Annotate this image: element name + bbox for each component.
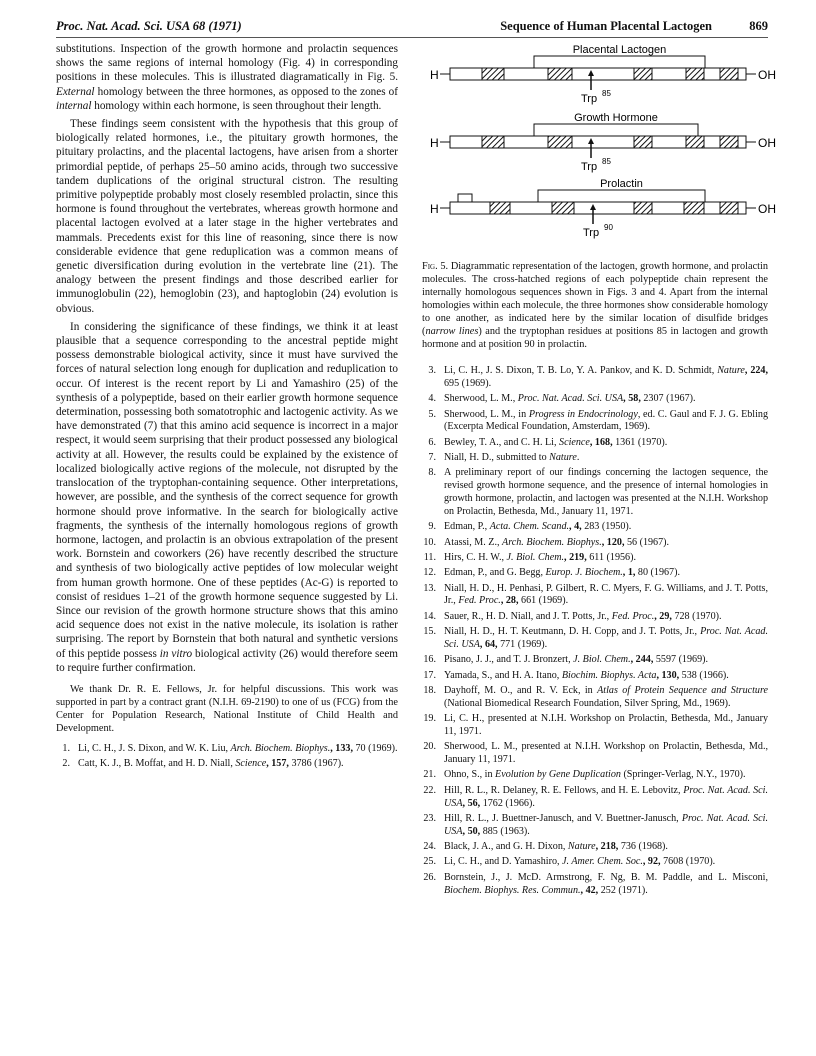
homologous-region bbox=[552, 202, 574, 214]
n-terminus-label: H bbox=[430, 136, 439, 150]
paragraph: These findings seem consistent with the hypothesis that this group of biologically related hormones, i.e., the pituitary growth hormones, the pituitary prolactins, and the placental lactogens, have arisen from a shorter primordial peptide, of perhaps 25–50 amino acids, through two successive tandem duplications of the original structural cistron. The resulting primitive polypeptide probably most closely resembled prolactin, since this hormone is found throughout the vertebrates, whereas growth hormone and placental lactogen evolved at a later stage in the higher vertebrates and mammals. Precedents exist for this line of reasoning, since there is now considerable evidence that gene reduplication was a common means of genetic diversification during evolution in the vertebrate line (21). The analogy between the present findings and those described earlier for immunoglobulin (22), hemoglobin (23), and haptoglobin (24) evolution is obvious. bbox=[56, 118, 398, 315]
tryptophan-position: 85 bbox=[602, 89, 611, 98]
reference-list bbox=[422, 365, 768, 898]
reference-item: 2. Catt, K. J., B. Moffat, and H. D. Niall, Science, 157, 3786 (1967). bbox=[62, 758, 344, 770]
reference-item: 3. Li, C. H., J. S. Dixon, T. B. Lo, Y. A. Pankov, and K. D. Schmidt, Nature, 224, 695 (1969). bbox=[428, 365, 768, 389]
reference-item: 20. Sherwood, L. M., presented at N.I.H. Workshop on Prolactin, Bethesda, Md., January 11, 1971. bbox=[423, 741, 768, 766]
homologous-region bbox=[634, 136, 652, 148]
reference-item: 18. Dayhoff, M. O., and R. V. Eck, in Atlas of Protein Sequence and Structure (National Biomedical Research Foundation, Silver Spring, Md., 1969). bbox=[423, 684, 768, 709]
reference-item: 15. Niall, H. D., H. T. Keutmann, D. H. Copp, and J. T. Potts, Jr., Proc. Nat. Acad. Sci. USA, 64, 771 (1969). bbox=[423, 626, 768, 650]
reference-item: 26. Bornstein, J., J. McD. Armstrong, F. Ng, B. M. Paddle, and L. Misconi, Biochem. Biophys. Res. Commun., 42, 252 (1971). bbox=[423, 871, 768, 896]
reference-item: 12. Edman, P., and G. Begg, Europ. J. Biochem., 1, 80 (1967). bbox=[423, 567, 680, 579]
hormone-name: Placental Lactogen bbox=[572, 44, 667, 56]
figure-caption: Fig. 5. Diagrammatic representation of the lactogen, growth hormone, and prolactin molecules. The cross-hatched regions of each polypeptide chain represent the internally homologous sequences shown in Figs. 3 and 4. Apart from the internal homologies within each molecule, the three hormones show considerable homology to one another, as indicated here by the similar location of disulfide bridges (narrow lines) and the tryptophan residues at positions 85 in lactogen and growth hormone and at position 90 in prolactin. bbox=[422, 261, 769, 350]
homologous-region bbox=[686, 68, 704, 80]
c-terminus-label: OH bbox=[758, 136, 776, 150]
reference-item: 5. Sherwood, L. M., in Progress in Endocrinology, ed. C. Gaul and F. J. G. Ebling (Excerpta Medical Foundation, Amsterdam, 1969). bbox=[428, 408, 768, 433]
homologous-region bbox=[720, 202, 738, 214]
reference-item: 25. Li, C. H., and D. Yamashiro, J. Amer. Chem. Soc., 92, 7608 (1970). bbox=[423, 856, 716, 868]
reference-item: 10. Atassi, M. Z., Arch. Biochem. Biophys., 120, 56 (1967). bbox=[423, 536, 670, 548]
c-terminus-label: OH bbox=[758, 202, 776, 216]
n-terminus-label: H bbox=[430, 202, 439, 216]
c-terminus-label: OH bbox=[758, 68, 776, 82]
reference-item: 1. Li, C. H., J. S. Dixon, and W. K. Liu, Arch. Biochem. Biophys., 133, 70 (1969). bbox=[62, 742, 398, 754]
homologous-region bbox=[720, 68, 738, 80]
reference-item: 6. Bewley, T. A., and C. H. Li, Science, 168, 1361 (1970). bbox=[428, 436, 668, 448]
tryptophan-label: Trp bbox=[581, 93, 598, 105]
homologous-region bbox=[490, 202, 510, 214]
reference-item: 13. Niall, H. D., H. Penhasi, P. Gilbert, R. C. Myers, F. G. Williams, and J. T. Potts, Jr., Fed. Proc., 28, 661 (1969). bbox=[423, 582, 768, 607]
n-terminus-label: H bbox=[430, 68, 439, 82]
left-column bbox=[56, 42, 398, 774]
tryptophan-label: Trp bbox=[583, 227, 600, 239]
reference-item: 8. A preliminary report of our findings concerning the lactogen sequence, the revised growth hormone sequence, and the presence of internal homologies in growth hormone, prolactin, and lactogen was presented at the N.I.H. Workshop on Prolactin, Bethesda, Md., January 11, 1971. bbox=[428, 467, 768, 518]
reference-item: 16. Pisano, J. J., and T. J. Bronzert, J. Biol. Chem., 244, 5597 (1969). bbox=[423, 654, 709, 666]
reference-item: 4. Sherwood, L. M., Proc. Nat. Acad. Sci. USA, 58, 2307 (1967). bbox=[428, 393, 696, 405]
homologous-region bbox=[548, 136, 572, 148]
journal-citation: Proc. Nat. Acad. Sci. USA 68 (1971) bbox=[56, 19, 242, 33]
homologous-region bbox=[720, 136, 738, 148]
homologous-region bbox=[634, 202, 652, 214]
reference-item: 22. Hill, R. L., R. Delaney, R. E. Fellows, and H. E. Lebovitz, Proc. Nat. Acad. Sci. USA, 56, 1762 (1966). bbox=[423, 784, 768, 809]
tryptophan-position: 85 bbox=[602, 157, 611, 166]
reference-item: 7. Niall, H. D., submitted to Nature. bbox=[428, 452, 580, 463]
reference-list bbox=[56, 743, 398, 771]
disulfide-bridge bbox=[534, 124, 698, 136]
reference-item: 14. Sauer, R., H. D. Niall, and J. T. Potts, Jr., Fed. Proc., 29, 728 (1970). bbox=[423, 610, 722, 622]
reference-item: 9. Edman, P., Acta. Chem. Scand., 4, 283 (1950). bbox=[428, 521, 632, 533]
homologous-region bbox=[634, 68, 652, 80]
paragraph: substitutions. Inspection of the growth hormone and prolactin sequences shows the same regions of internal homology (Fig. 4) in corresponding positions in these molecules. This is illustrated diagramatically in Fig. 5. External homology between the three hormones, as opposed to the zones of internal homology within each hormone, is seen throughout their length. bbox=[56, 43, 398, 112]
page-number: 869 bbox=[749, 19, 768, 33]
reference-item: 24. Black, J. A., and G. H. Dixon, Nature, 218, 736 (1968). bbox=[423, 841, 668, 853]
tryptophan-position: 90 bbox=[604, 223, 613, 232]
running-title: Sequence of Human Placental Lactogen bbox=[500, 19, 712, 33]
reference-item: 21. Ohno, S., in Evolution by Gene Duplication (Springer-Verlag, N.Y., 1970). bbox=[423, 769, 746, 781]
reference-item: 11. Hirs, C. H. W., J. Biol. Chem., 219, 611 (1956). bbox=[423, 551, 636, 563]
homologous-region bbox=[684, 202, 704, 214]
figure-5 bbox=[422, 42, 776, 252]
homologous-region bbox=[686, 136, 704, 148]
reference-item: 17. Yamada, S., and H. A. Itano, Biochim. Biophys. Acta, 130, 538 (1966). bbox=[423, 669, 729, 681]
hormone-name: Prolactin bbox=[600, 178, 643, 190]
hormone-diagram bbox=[422, 42, 776, 252]
tryptophan-label: Trp bbox=[581, 161, 598, 173]
homologous-region bbox=[482, 68, 504, 80]
homologous-region bbox=[482, 136, 504, 148]
acknowledgments: We thank Dr. R. E. Fellows, Jr. for helpful discussions. This work was supported in part by a contract grant (N.I.H. 69-2190) to one of us (FCG) from the Center for Population Research, National Institute of Child Health and Development. bbox=[56, 683, 398, 734]
disulfide-bridge bbox=[538, 190, 705, 202]
right-column bbox=[422, 42, 776, 900]
paragraph: In considering the significance of these findings, we think it at least plausible that a sequence corresponding to the ancestral peptide might possess demonstrable biological activity, since it must have survived the forces of natural selection long enough for duplication and reduplication to occur. Of interest is the recent report by Li and Yamashiro (25) of the synthesis of a polypeptide, based on their earlier growth hormone sequence determination, possessing both somatotrophic and lactogenic activity. As we have demonstrated (7) that this amino acid sequence is incorrect in a major respect, it would seem surprising that their product possessed any biological activity at all. However, the results could be explained by the existence of localized biologically active regions of the molecule, not disrupted by the translocation of the tryptophan-containing sequence. Other interpretations, however, are possible, and the synthesis of the correct sequence for growth hormone should prove informative. In the search for biologically active fragments, the synthesis of the internally homologous regions of growth hormone, lactogen, and prolactin is an obvious extrapolation of the present work. Bornstein and coworkers (26) have recently described the structure and synthesis of two biologically active peptides of low molecular weight from human growth hormone. One of these peptides (Ac-G) is reported to consist of residues 1–21 of the growth hormone sequence suggested by Li. Since our revision of the growth hormone structure shows that this amino acid sequence does not exist in the native molecule, its isolation is rather surprising. The report by Bornstein that both natural and synthetic versions of this peptide possess in vitro biological activity (26) would therefore seem to require further confirmation. bbox=[56, 320, 398, 674]
disulfide-bridge bbox=[534, 56, 705, 68]
disulfide-bridge bbox=[458, 194, 472, 202]
hormone-name: Growth Hormone bbox=[574, 112, 658, 124]
homologous-region bbox=[548, 68, 572, 80]
running-header bbox=[56, 19, 768, 38]
reference-item: 19. Li, C. H., presented at N.I.H. Workshop on Prolactin, Bethesda, Md., January 11, 1971. bbox=[423, 713, 768, 737]
reference-item: 23. Hill, R. L., J. Buettner-Janusch, and V. Buettner-Janusch, Proc. Nat. Acad. Sci. USA, 50, 885 (1963). bbox=[423, 812, 768, 837]
